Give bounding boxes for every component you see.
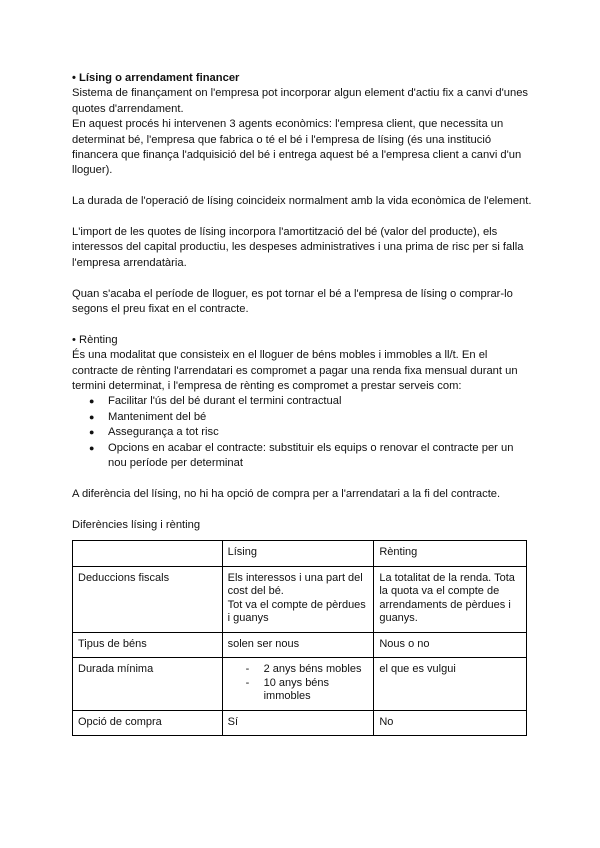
leasing-paragraph-5: Quan s'acaba el període de lloguer, es pot tornar el bé a l'empresa de lísing o comprar-lo segons el preu fixat en el contracte.: [72, 287, 513, 316]
duration-list: [228, 663, 370, 704]
renting-paragraph-2: A diferència del lísing, no hi ha opció de compra per a l'arrendatari a la fi del contracte.: [72, 487, 501, 500]
cell-line: Tot va el compte de pèrdues i guanys: [227, 598, 366, 624]
list-item: - 2 anys béns mobles: [228, 663, 370, 677]
list-item: ● Manteniment del bé: [72, 410, 532, 425]
table-row: [73, 658, 527, 711]
table-header-row: [73, 541, 527, 567]
list-item: ● Facilitar l'ús del bé durant el termini contractual: [72, 394, 532, 409]
leasing-heading: • Lísing o arrendament financer: [72, 72, 240, 84]
row-label: Tipus de béns: [73, 632, 223, 658]
leasing-paragraph-2: En aquest procés hi intervenen 3 agents econòmics: l'empresa client, que necessita un determinat bé, l'empresa que fabrica o té el bé i l'empresa de lísing (és una institució financera que finança l'adquisició del bé i entrega aquest bé a l'empresa client a canvi d'un lloguer).: [72, 118, 522, 177]
leasing-paragraph-4: L'import de les quotes de lísing incorpora l'amortització del bé (valor del producte), els interessos del capital productiu, les despeses administratives i una prima de risc per si falla l'empresa arrendatària.: [72, 226, 524, 269]
row-label: Deduccions fiscals: [73, 566, 223, 632]
document-body: [72, 71, 532, 533]
table-title: Diferències lísing i rènting: [72, 518, 201, 531]
table-cell: Sí: [222, 710, 374, 736]
list-item: ● Assegurança a tot risc: [72, 425, 532, 440]
renting-heading: • Rènting: [72, 333, 118, 346]
table-cell: el que es vulgui: [374, 658, 527, 711]
renting-paragraph-1: És una modalitat que consisteix en el lloguer de béns mobles i immobles a ll/t. En el contracte de rènting l'arrendatari es compromet a pagar una renda fixa mensual durant un termini determinat, i l'empresa de rènting es compromet a prestar serveis com:: [72, 349, 518, 393]
table-row: [73, 632, 527, 658]
cell-line: Els interessos i una part del cost del bé.: [227, 571, 363, 597]
table-header-cell: [73, 541, 223, 567]
row-label: Opció de compra: [73, 710, 223, 736]
table-cell: solen ser nous: [222, 632, 374, 658]
table-header-cell: Rènting: [374, 541, 527, 567]
table-cell: [222, 566, 374, 632]
list-item: ● Opcions en acabar el contracte: substituir els equips o renovar el contracte per un nou període per determinat: [72, 441, 532, 472]
list-item: - 10 anys béns immobles: [228, 677, 370, 704]
table-row: [73, 710, 527, 736]
renting-services-list: [72, 394, 532, 471]
leasing-paragraph-3: La durada de l'operació de lísing coincideix normalment amb la vida econòmica de l'element.: [72, 195, 532, 208]
table-header-cell: Lísing: [222, 541, 374, 567]
comparison-table: [72, 540, 527, 736]
table-row: [73, 566, 527, 632]
table-cell: [222, 658, 374, 711]
row-label: Durada mínima: [73, 658, 223, 711]
table-cell: Nous o no: [374, 632, 527, 658]
table-cell: La totalitat de la renda. Tota la quota va el compte de arrendaments de pèrdues i guanys.: [374, 566, 527, 632]
table-cell: No: [374, 710, 527, 736]
leasing-paragraph-1: Sistema de finançament on l'empresa pot incorporar algun element d'actiu fix a canvi d'unes quotes d'arrendament.: [72, 87, 529, 115]
